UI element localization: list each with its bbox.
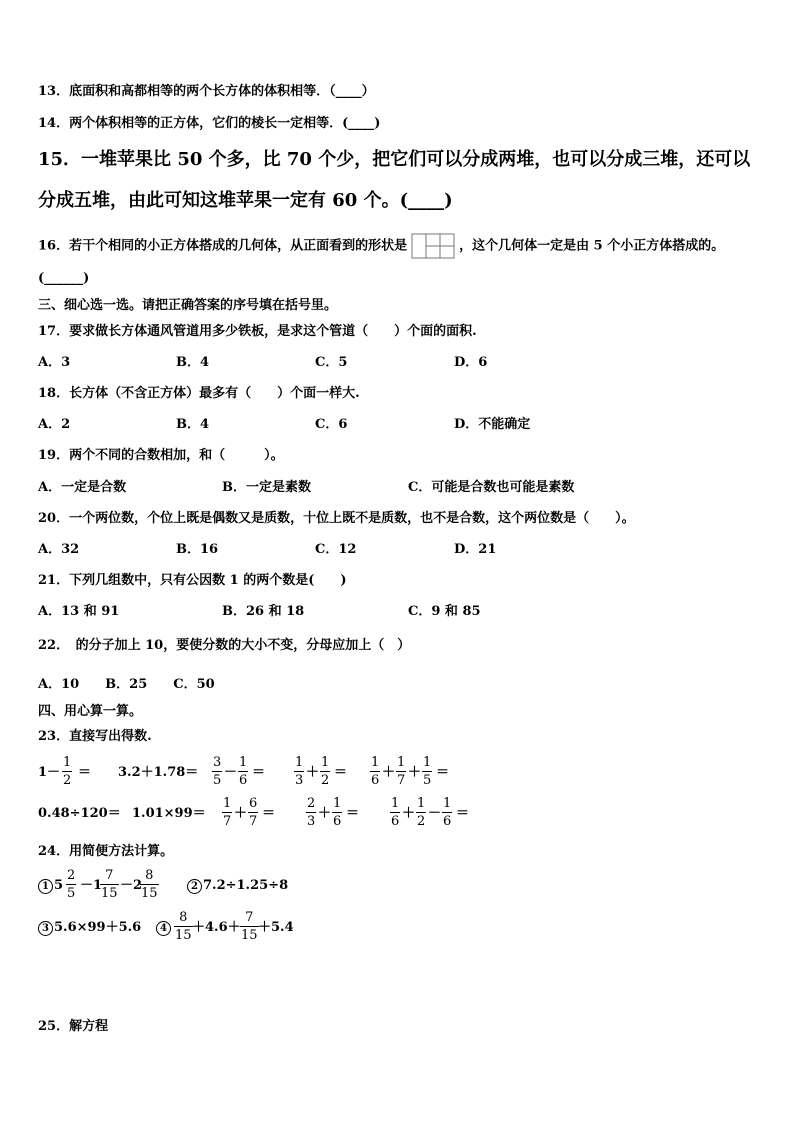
q20-option-d: D．21: [454, 542, 497, 557]
q22-options: A．10 B．25 C．50: [38, 677, 215, 692]
q21-text: 21．下列几组数中，只有公因数 1 的两个数是( ): [38, 573, 347, 588]
q19-option-c: C．可能是合数也可能是素数: [408, 480, 575, 495]
calc-r1-1-pre: 1－: [38, 765, 61, 780]
front-view-grid-icon: [411, 233, 455, 259]
q13-text: 13．底面积和高都相等的两个长方体的体积相等．（____）: [38, 84, 375, 99]
fraction-1-6b: 1 6: [371, 755, 380, 788]
q20-option-c: C．12: [315, 542, 357, 557]
calc-eq: ＝: [252, 765, 266, 780]
q22-text: 22． 的分子加上 10，要使分数的大小不变，分母应加上（ ）: [38, 638, 411, 653]
fraction-7-15: 7 15: [101, 868, 118, 901]
expr-3: 3 5.6×99＋5.6: [38, 920, 141, 936]
fraction-8-15: 8 15: [141, 868, 158, 901]
calc-eq: ＝: [456, 806, 470, 821]
expr-2: 2 7.2÷1.25÷8: [187, 878, 288, 894]
q23-text: 23．直接写出得数.: [38, 729, 152, 744]
fraction-1-6c: 1 6: [333, 796, 342, 829]
fraction-1-2: 1 2: [63, 755, 72, 788]
q20-option-a: A．32: [38, 542, 80, 557]
q17-option-b: B．4: [176, 355, 210, 370]
q18-option-d: D．不能确定: [454, 417, 531, 432]
expr-1-minus-2: －2: [120, 878, 143, 893]
fraction-1-2c: 1 2: [417, 796, 426, 829]
calc-r2-2: 1.01×99＝: [132, 806, 206, 821]
q19-option-a: A．一定是合数: [38, 480, 127, 495]
q18-option-a: A．2: [38, 417, 71, 432]
q15-line1: 15．一堆苹果比 50 个多，比 70 个少，把它们可以分成两堆，也可以分成三堆，还可以: [38, 149, 751, 170]
q20-option-b: B．16: [176, 542, 219, 557]
fraction-6-7: 6 7: [249, 796, 258, 829]
calc-minus: －: [224, 765, 238, 780]
q16-line1: [38, 233, 724, 259]
expr-1-start: 1 5: [38, 878, 63, 894]
q18-option-c: C．6: [315, 417, 348, 432]
fraction-2-3: 2 3: [307, 796, 316, 829]
fraction-7-15b: 7 15: [241, 910, 258, 943]
calc-minus: －: [428, 806, 442, 821]
q17-text: 17．要求做长方体通风管道用多少铁板，是求这个管道（ ）个面的面积.: [38, 324, 477, 339]
calc-r2-1: 0.48÷120＝: [38, 806, 121, 821]
expr-4-end: ＋5.4: [258, 920, 294, 935]
q24-text: 24．用简便方法计算。: [38, 844, 174, 859]
calc-plus: ＋: [402, 806, 416, 821]
circled-4-icon: 4: [156, 921, 171, 936]
calc-eq: ＝: [334, 765, 348, 780]
calc-r1-1-eq: ＝: [78, 765, 92, 780]
section-3-heading: 三、细心选一选。请把正确答案的序号填在括号里。: [38, 298, 338, 313]
q17-option-c: C．5: [315, 355, 348, 370]
fraction-1-6e: 1 6: [443, 796, 452, 829]
q20-text: 20．一个两位数，个位上既是偶数又是质数，十位上既不是质数，也不是合数，这个两位数是（ ）。: [38, 511, 635, 526]
calc-eq: ＝: [346, 806, 360, 821]
q17-option-a: A．3: [38, 355, 71, 370]
q21-option-c: C．9 和 85: [408, 604, 481, 619]
calc-plus: ＋: [306, 765, 320, 780]
circled-1-icon: 1: [38, 879, 53, 894]
section-4-heading: 四、用心算一算。: [38, 704, 143, 719]
calc-r1-2: 3.2＋1.78＝: [118, 765, 199, 780]
calc-plus: ＋: [408, 765, 422, 780]
fraction-1-7b: 1 7: [223, 796, 232, 829]
fraction-1-6d: 1 6: [391, 796, 400, 829]
q25-text: 25．解方程: [38, 1019, 109, 1034]
fraction-1-2b: 1 2: [321, 755, 330, 788]
q14-text: 14．两个体积相等的正方体，它们的棱长一定相等．(____): [38, 116, 381, 131]
q19-option-b: B．一定是素数: [222, 480, 311, 495]
q15-line2: 分成五堆，由此可知这堆苹果一定有 60 个。(____): [38, 190, 453, 211]
q18-text: 18．长方体（不含正方体）最多有（ ）个面一样大.: [38, 386, 360, 401]
fraction-1-3: 1 3: [295, 755, 304, 788]
q16-text-a: 16．若干个相同的小正方体搭成的几何体，从正面看到的形状是: [38, 238, 408, 254]
calc-plus: ＋: [318, 806, 332, 821]
calc-plus: ＋: [234, 806, 248, 821]
circled-2-icon: 2: [187, 879, 202, 894]
q16-blank: (______): [38, 271, 90, 286]
fraction-1-7: 1 7: [397, 755, 406, 788]
calc-eq: ＝: [262, 806, 276, 821]
q16-text-b: ，这个几何体一定是由 5 个小正方体搭成的。: [459, 238, 725, 254]
expr-4-start: [156, 920, 172, 936]
fraction-8-15b: 8 15: [175, 910, 192, 943]
q17-option-d: D．6: [454, 355, 488, 370]
fraction-2-5: 2 5: [67, 868, 76, 901]
circled-3-icon: 3: [38, 921, 53, 936]
fraction-3-5: 3 5: [213, 755, 222, 788]
q21-option-b: B．26 和 18: [222, 604, 305, 619]
fraction-1-5: 1 5: [423, 755, 432, 788]
fraction-1-6: 1 6: [239, 755, 248, 788]
q18-option-b: B．4: [176, 417, 210, 432]
q21-option-a: A．13 和 91: [38, 604, 120, 619]
expr-4-mid: ＋4.6＋: [192, 920, 241, 935]
expr-1-minus-1: －1: [80, 878, 103, 893]
calc-eq: ＝: [436, 765, 450, 780]
q19-text: 19．两个不同的合数相加，和（ ）。: [38, 448, 284, 463]
calc-plus: ＋: [382, 765, 396, 780]
